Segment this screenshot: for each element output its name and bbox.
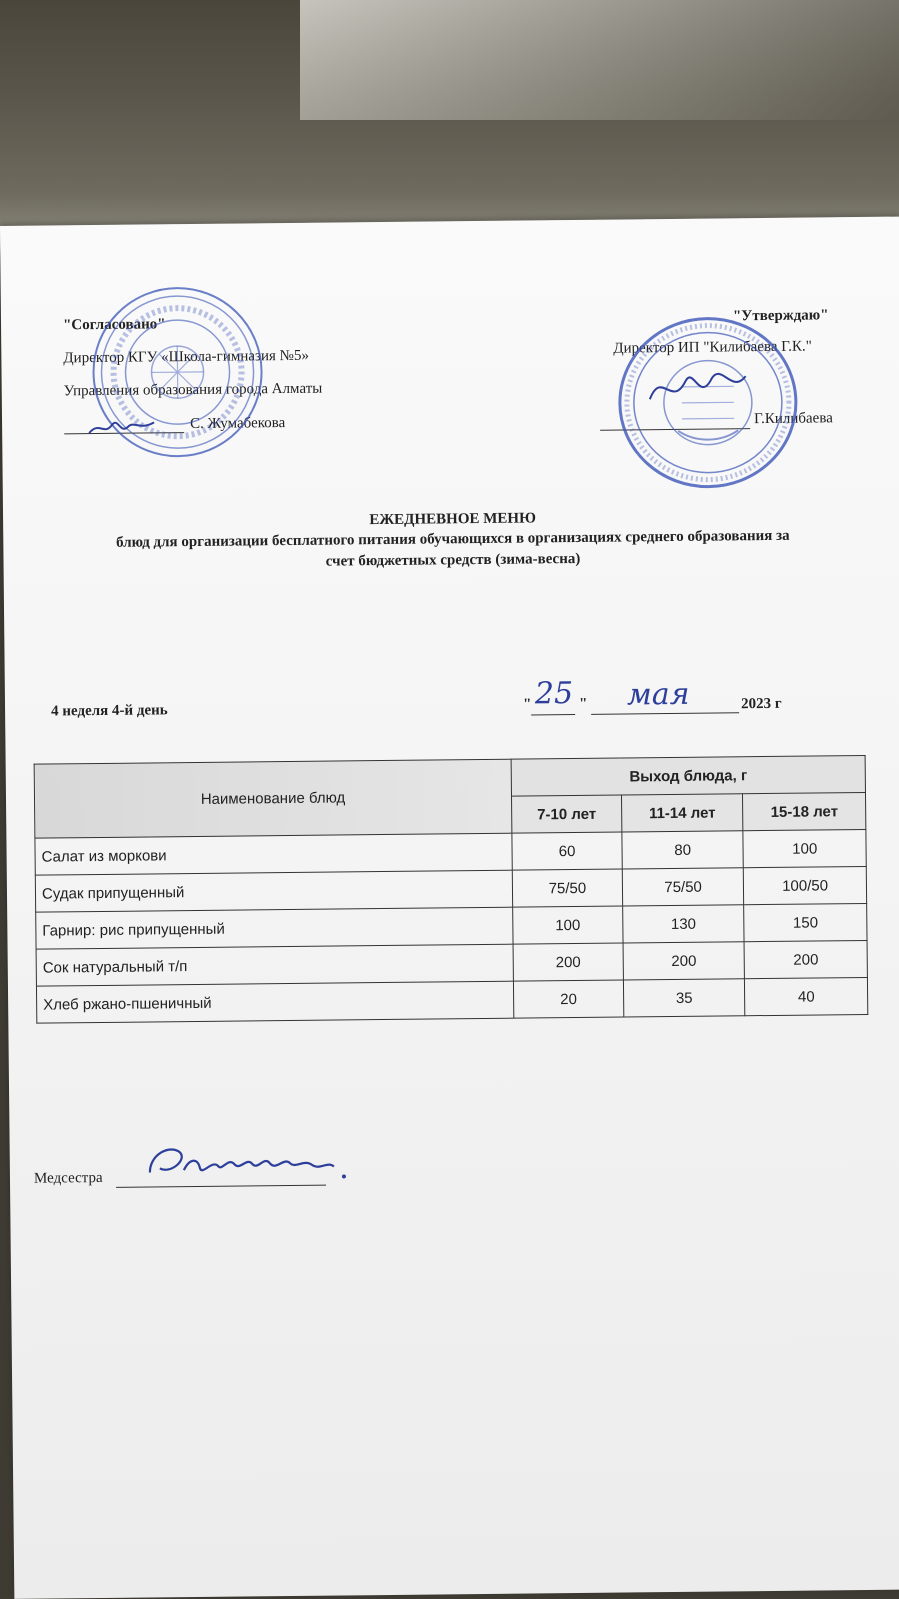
approval-left-line1: Директор КГУ «Школа-гимназия №5» [63,347,309,367]
portion-value: 80 [622,831,744,869]
date-quote-open: " [522,696,532,713]
portion-value: 150 [744,903,867,941]
background-wall [300,0,899,120]
approval-right-line1: Директор ИП "Килибаева Г.К." [613,338,812,357]
dish-name: Гарнир: рис припущенный [36,907,513,949]
approval-right-signature [641,358,752,419]
portion-value: 35 [623,979,745,1017]
approval-right-signer: Г.Килибаева [753,410,833,428]
date-day: 25 [534,676,574,712]
menu-table [34,755,869,1024]
date-year: 2023 г [740,695,782,713]
nurse-label: Медсестра [33,1169,103,1187]
portion-value: 200 [744,940,867,978]
week-day-label: 4 неделя 4-й день [51,702,168,720]
portion-value: 40 [745,977,868,1015]
document-subtitle-line1: блюд для организации бесплатного питания обучающихся в организациях среднего образования за [115,527,790,551]
yield-header: Выход блюда, г [511,755,865,796]
portion-value: 100 [513,906,623,944]
age-group-header: 7-10 лет [511,795,621,833]
portion-value: 75/50 [622,868,744,906]
portion-value: 130 [623,905,745,943]
date-day-underline [531,714,575,715]
portion-value: 200 [623,942,745,980]
document-page [0,217,899,1599]
dish-name: Судак припущенный [35,870,512,912]
approval-left-signature [84,410,164,441]
dish-name: Салат из моркови [35,833,512,875]
age-group-header: 11-14 лет [621,794,743,832]
portion-value: 60 [512,832,622,870]
portion-value: 200 [513,943,623,981]
document-title: ЕЖЕДНЕВНОЕ МЕНЮ [369,510,537,529]
date-quote-close: " [578,695,588,712]
dish-name-header: Наименование блюд [34,759,512,838]
age-group-header: 15-18 лет [743,792,866,830]
portion-value: 100 [743,829,866,867]
table-row [36,977,867,1023]
date-month-underline [591,712,739,715]
portion-value: 75/50 [512,869,622,907]
portion-value: 20 [513,980,623,1018]
portion-value: 100/50 [744,866,867,904]
approval-left-signer: С. Жумабекова [190,415,286,433]
nurse-signature [140,1132,351,1194]
date-month: мая [626,676,690,713]
dish-name: Хлеб ржано-пшеничный [36,981,513,1023]
document-subtitle-line2: счет бюджетных средств (зима-весна) [325,550,581,570]
dish-name: Сок натуральный т/п [36,944,513,986]
approval-left-heading: "Согласовано" [62,316,166,334]
approval-right-heading: "Утверждаю" [732,307,829,325]
approval-left-line2: Управления образования города Алматы [63,380,323,400]
